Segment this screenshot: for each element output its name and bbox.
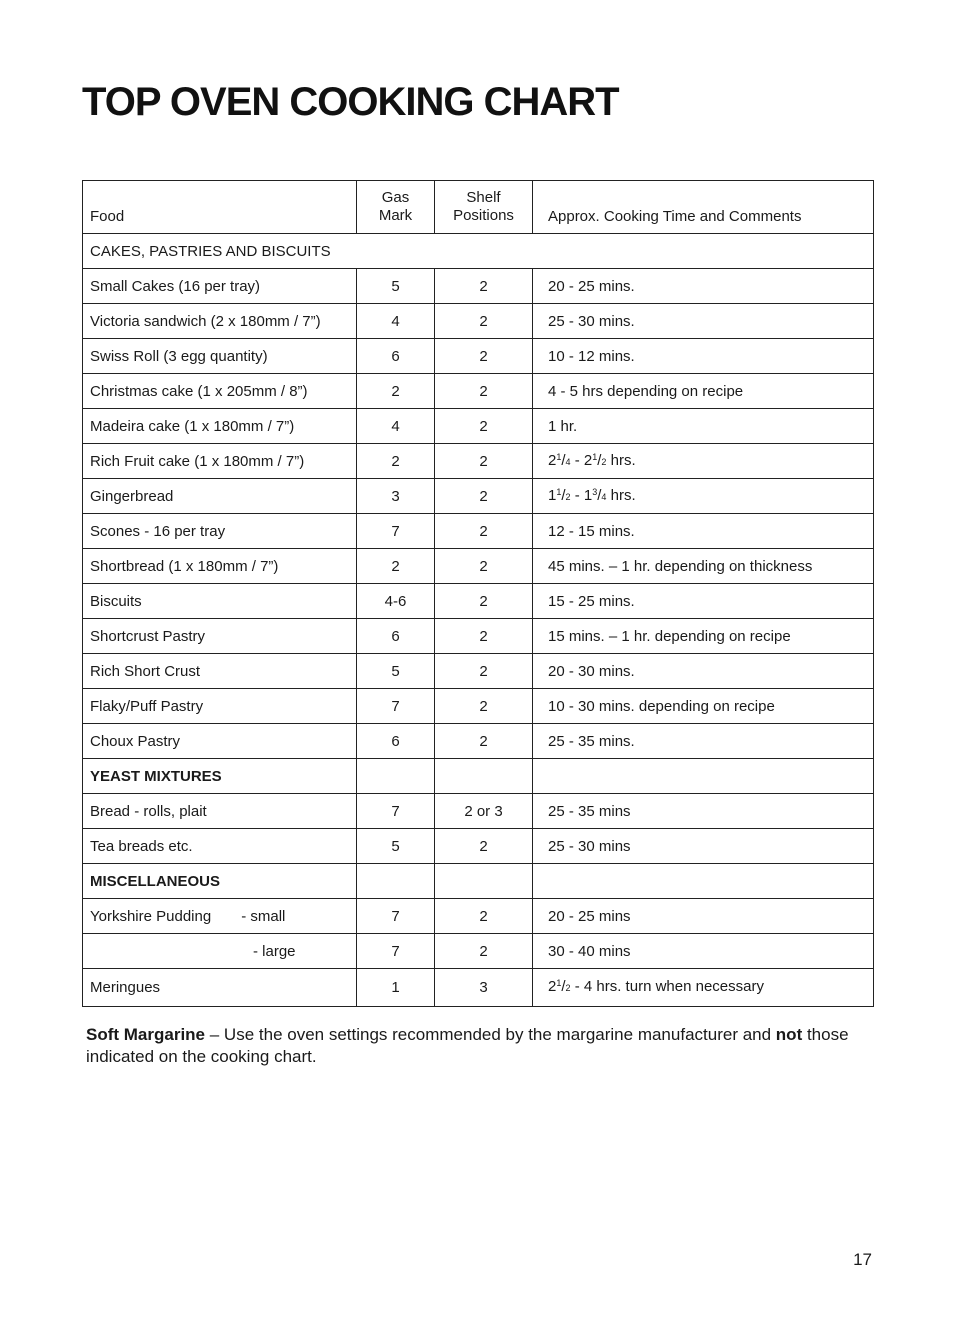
shelf-cell: 2 bbox=[435, 444, 533, 479]
time-mid: - 2 bbox=[570, 451, 593, 469]
gas-mark-cell: 6 bbox=[357, 724, 435, 759]
food-cell bbox=[83, 899, 357, 934]
table-row bbox=[83, 269, 874, 304]
table-row bbox=[83, 969, 874, 1007]
food-cell: Biscuits bbox=[83, 584, 357, 619]
table-row bbox=[83, 549, 874, 584]
food-cell: Swiss Roll (3 egg quantity) bbox=[83, 339, 357, 374]
time-frac-b-num: 1 bbox=[592, 451, 598, 462]
empty-cell bbox=[435, 759, 533, 794]
time-end: hrs. bbox=[606, 486, 636, 504]
gas-mark-cell: 7 bbox=[357, 934, 435, 969]
header-gas-line2: Mark bbox=[378, 207, 413, 224]
food-cell: Gingerbread bbox=[83, 479, 357, 514]
empty-cell bbox=[357, 864, 435, 899]
section-title: YEAST MIXTURES bbox=[83, 759, 357, 794]
shelf-cell: 2 bbox=[435, 514, 533, 549]
shelf-cell: 2 bbox=[435, 724, 533, 759]
time-frac-a-den: 4 bbox=[565, 456, 571, 467]
time-frac-b-num: 3 bbox=[592, 486, 598, 497]
shelf-cell: 2 bbox=[435, 479, 533, 514]
gas-mark-cell: 5 bbox=[357, 269, 435, 304]
time-cell: 25 - 30 mins bbox=[533, 829, 874, 864]
food-size: - small bbox=[241, 907, 286, 925]
table-row bbox=[83, 339, 874, 374]
food-cell: Bread - rolls, plait bbox=[83, 794, 357, 829]
shelf-cell: 2 bbox=[435, 899, 533, 934]
cooking-chart-table bbox=[82, 180, 874, 1007]
time-cell: 4 - 5 hrs depending on recipe bbox=[533, 374, 874, 409]
time-frac-a-num: 1 bbox=[556, 978, 562, 988]
time-end: hrs. bbox=[606, 451, 636, 469]
food-cell: Scones - 16 per tray bbox=[83, 514, 357, 549]
header-time: Approx. Cooking Time and Comments bbox=[533, 181, 874, 234]
time-cell: $1^1/2 - 1^3/4$ hrs. bbox=[533, 479, 874, 514]
food-name: Yorkshire Pudding bbox=[90, 907, 212, 925]
time-mid: - 1 bbox=[570, 486, 593, 504]
section-title: MISCELLANEOUS bbox=[83, 864, 357, 899]
shelf-cell: 2 bbox=[435, 269, 533, 304]
gas-mark-cell: 2 bbox=[357, 444, 435, 479]
section-title: CAKES, PASTRIES AND BISCUITS bbox=[83, 234, 874, 269]
gas-mark-cell: 3 bbox=[357, 479, 435, 514]
empty-cell bbox=[533, 759, 874, 794]
header-gas-line1: Gas bbox=[381, 189, 410, 206]
shelf-cell: 2 bbox=[435, 829, 533, 864]
section-row-yeast bbox=[83, 759, 874, 794]
table-row bbox=[83, 724, 874, 759]
table-row bbox=[83, 899, 874, 934]
time-cell: 15 - 25 mins. bbox=[533, 584, 874, 619]
time-cell: 25 - 35 mins bbox=[533, 794, 874, 829]
gas-mark-cell: 4 bbox=[357, 409, 435, 444]
header-shelf-positions bbox=[435, 181, 533, 234]
header-shelf-line2: Positions bbox=[453, 207, 514, 224]
shelf-cell: 2 bbox=[435, 619, 533, 654]
time-cell: 20 - 30 mins. bbox=[533, 654, 874, 689]
table-row bbox=[83, 689, 874, 724]
gas-mark-cell: 7 bbox=[357, 689, 435, 724]
time-cell: 10 - 12 mins. bbox=[533, 339, 874, 374]
gas-mark-cell: 5 bbox=[357, 654, 435, 689]
time-cell: 30 - 40 mins bbox=[533, 934, 874, 969]
soft-margarine-note bbox=[86, 1024, 886, 1068]
food-cell: Meringues bbox=[83, 969, 357, 1007]
food-cell: Shortbread (1 x 180mm / 7”) bbox=[83, 549, 357, 584]
section-row-cakes bbox=[83, 234, 874, 269]
food-cell: - large bbox=[83, 934, 357, 969]
gas-mark-cell: 6 bbox=[357, 339, 435, 374]
note-not: not bbox=[775, 1025, 803, 1044]
shelf-cell: 2 bbox=[435, 584, 533, 619]
food-cell: Christmas cake (1 x 205mm / 8”) bbox=[83, 374, 357, 409]
header-food: Food bbox=[83, 181, 357, 234]
time-whole-a: 2 bbox=[548, 978, 557, 995]
table-header-row bbox=[83, 181, 874, 234]
shelf-cell: 2 bbox=[435, 409, 533, 444]
time-frac-a-num: 1 bbox=[556, 451, 562, 462]
time-cell: 25 - 30 mins. bbox=[533, 304, 874, 339]
gas-mark-cell: 1 bbox=[357, 969, 435, 1007]
shelf-cell: 2 bbox=[435, 934, 533, 969]
table-row bbox=[83, 654, 874, 689]
page-title: TOP OVEN COOKING CHART bbox=[82, 80, 619, 124]
food-cell: Rich Short Crust bbox=[83, 654, 357, 689]
table-row bbox=[83, 584, 874, 619]
table-row bbox=[83, 934, 874, 969]
time-cell: $2^1/2 - 4$ hrs. turn when necessary bbox=[533, 969, 874, 1007]
gas-mark-cell: 7 bbox=[357, 514, 435, 549]
time-frac-b-den: 4 bbox=[601, 491, 607, 502]
shelf-cell: 2 bbox=[435, 689, 533, 724]
time-cell: 45 mins. – 1 hr. depending on thickness bbox=[533, 549, 874, 584]
shelf-cell: 2 bbox=[435, 374, 533, 409]
gas-mark-cell: 2 bbox=[357, 374, 435, 409]
food-cell: Choux Pastry bbox=[83, 724, 357, 759]
time-frac-a-den: 2 bbox=[565, 983, 571, 993]
table-row bbox=[83, 514, 874, 549]
time-cell: 25 - 35 mins. bbox=[533, 724, 874, 759]
gas-mark-cell: 4-6 bbox=[357, 584, 435, 619]
food-cell: Rich Fruit cake (1 x 180mm / 7”) bbox=[83, 444, 357, 479]
time-whole-a: 2 bbox=[548, 451, 557, 469]
time-cell: 20 - 25 mins bbox=[533, 899, 874, 934]
food-cell: Victoria sandwich (2 x 180mm / 7”) bbox=[83, 304, 357, 339]
food-cell: Shortcrust Pastry bbox=[83, 619, 357, 654]
table-row bbox=[83, 444, 874, 479]
time-cell: $2^1/4 - 2^1/2$ hrs. bbox=[533, 444, 874, 479]
time-end: - 4 hrs. turn when necessary bbox=[570, 978, 764, 995]
table-row bbox=[83, 374, 874, 409]
gas-mark-cell: 7 bbox=[357, 899, 435, 934]
page-number: 17 bbox=[853, 1250, 872, 1269]
table-row bbox=[83, 409, 874, 444]
table-row bbox=[83, 479, 874, 514]
shelf-cell: 2 bbox=[435, 654, 533, 689]
gas-mark-cell: 6 bbox=[357, 619, 435, 654]
table-row bbox=[83, 619, 874, 654]
table-row bbox=[83, 829, 874, 864]
shelf-cell: 3 bbox=[435, 969, 533, 1007]
gas-mark-cell: 4 bbox=[357, 304, 435, 339]
gas-mark-cell: 5 bbox=[357, 829, 435, 864]
time-cell: 15 mins. – 1 hr. depending on recipe bbox=[533, 619, 874, 654]
gas-mark-cell: 7 bbox=[357, 794, 435, 829]
empty-cell bbox=[533, 864, 874, 899]
empty-cell bbox=[435, 864, 533, 899]
header-shelf-line1: Shelf bbox=[466, 189, 501, 206]
time-cell: 12 - 15 mins. bbox=[533, 514, 874, 549]
table-row bbox=[83, 794, 874, 829]
food-cell: Flaky/Puff Pastry bbox=[83, 689, 357, 724]
time-cell: 10 - 30 mins. depending on recipe bbox=[533, 689, 874, 724]
food-cell: Tea breads etc. bbox=[83, 829, 357, 864]
note-text-1: – Use the oven settings recommended by the margarine manufacturer and bbox=[205, 1025, 776, 1044]
shelf-cell: 2 bbox=[435, 304, 533, 339]
table-row bbox=[83, 304, 874, 339]
section-row-misc bbox=[83, 864, 874, 899]
empty-cell bbox=[357, 759, 435, 794]
note-text-2: those indicated on the cooking chart. bbox=[86, 1025, 849, 1066]
time-cell: 20 - 25 mins. bbox=[533, 269, 874, 304]
gas-mark-cell: 2 bbox=[357, 549, 435, 584]
time-cell: 1 hr. bbox=[533, 409, 874, 444]
food-cell: Small Cakes (16 per tray) bbox=[83, 269, 357, 304]
note-lead: Soft Margarine bbox=[86, 1025, 206, 1044]
header-gas-mark bbox=[357, 181, 435, 234]
time-frac-a-num: 1 bbox=[556, 486, 562, 497]
shelf-cell: 2 bbox=[435, 339, 533, 374]
shelf-cell: 2 or 3 bbox=[435, 794, 533, 829]
time-whole-a: 1 bbox=[548, 486, 557, 504]
food-cell: Madeira cake (1 x 180mm / 7”) bbox=[83, 409, 357, 444]
time-frac-a-den: 2 bbox=[565, 491, 571, 502]
shelf-cell: 2 bbox=[435, 549, 533, 584]
time-frac-b-den: 2 bbox=[601, 456, 607, 467]
